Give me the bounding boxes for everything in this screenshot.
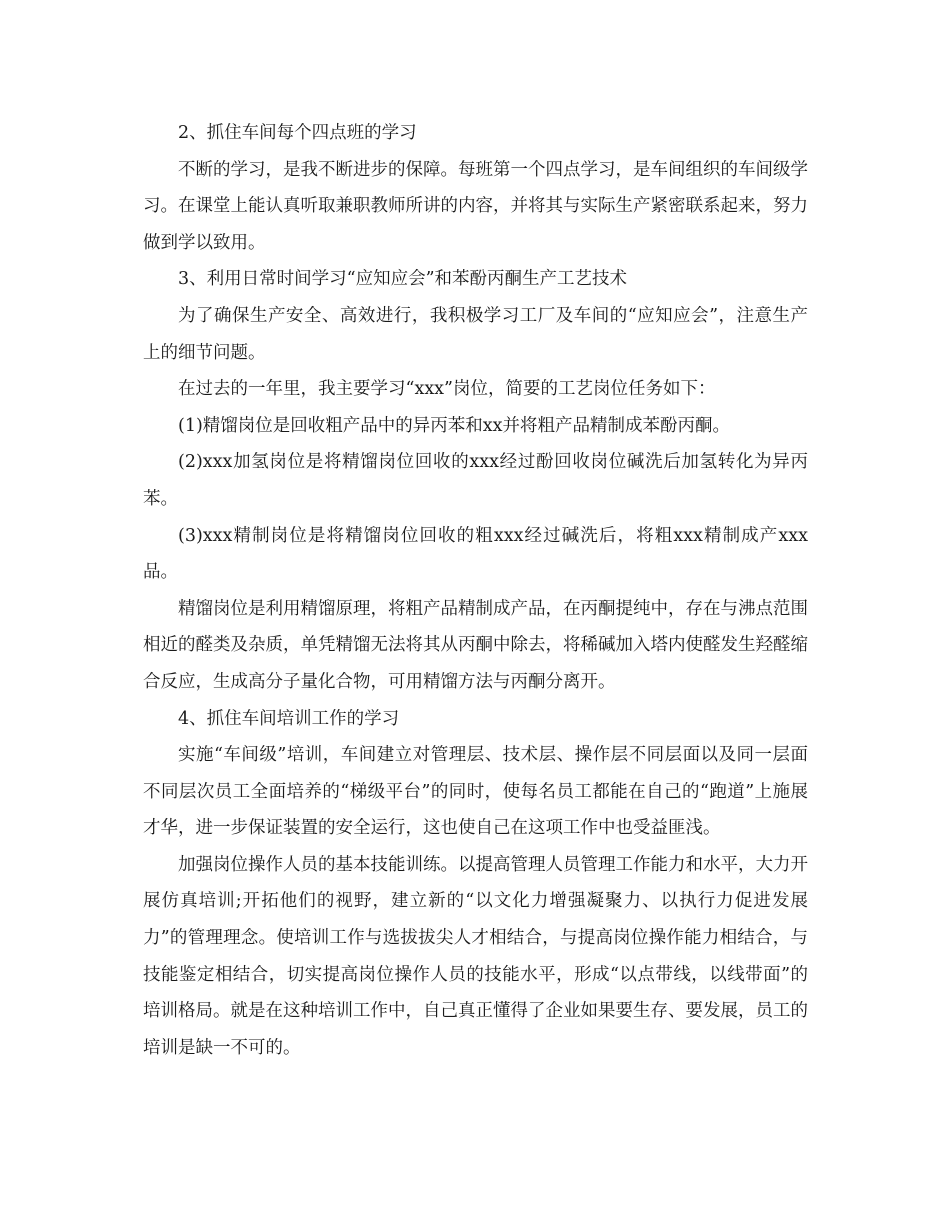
paragraph-distillation: 精馏岗位是利用精馏原理，将粗产品精制成产品，在丙酮提纯中，存在与沸点范围相近的醛类及杂质，单凭精馏无法将其从丙酮中除去，将稀碱加入塔内使醛发生羟醛缩合反应，生成高分子量化合物，可用精馏方法与丙酮分离开。 bbox=[143, 598, 808, 692]
paragraph-skill-training: 加强岗位操作人员的基本技能训练。以提高管理人员管理工作能力和水平，大力开展仿真培训;开拓他们的视野，建立新的“以文化力增强凝聚力、以执行力促进发展力”的管理理念。使培训工作与选拔拔尖人才相结合，与提高岗位操作能力相结合，与技能鉴定相结合，切实提高岗位操作人员的技能水平，形成“以点带线，以线带面”的培训格局。就是在这种培训工作中，自己真正懂得了企业如果要生存、要发展，员工的培训是缺一不可的。 bbox=[143, 854, 808, 1058]
section-heading-2: 2、抓住车间每个四点班的学习 bbox=[178, 123, 417, 143]
paragraph-four-point-study: 不断的学习，是我不断进步的保障。每班第一个四点学习，是车间组织的车间级学习。在课堂上能认真听取兼职教师所讲的内容，并将其与实际生产紧密联系起来，努力做到学以致用。 bbox=[143, 159, 808, 253]
section-heading-4: 4、抓住车间培训工作的学习 bbox=[178, 708, 400, 729]
list-item-2: (2)xxx加氢岗位是将精馏岗位回收的xxx经过酚回收岗位碱洗后加氢转化为异丙苯。 bbox=[143, 452, 808, 509]
paragraph-safety-study: 为了确保生产安全、高效进行，我积极学习工厂及车间的“应知应会”，注意生产上的细节问题。 bbox=[143, 305, 808, 363]
section-heading-3: 3、利用日常时间学习“应知应会”和苯酚丙酮生产工艺技术 bbox=[178, 269, 628, 290]
list-item-1: (1)精馏岗位是回收粗产品中的异丙苯和xx并将粗产品精制成苯酚丙酮。 bbox=[178, 415, 731, 436]
paragraph-post-intro: 在过去的一年里，我主要学习“xxx”岗位，简要的工艺岗位任务如下： bbox=[178, 379, 716, 400]
paragraph-workshop-training: 实施“车间级”培训，车间建立对管理层、技术层、操作层不同层面以及同一层面不同层次员工全面培养的“梯级平台”的同时，使每名员工都能在自己的“跑道”上施展才华，进一步保证装置的安全运行，这也使自己在这项工作中也受益匪浅。 bbox=[143, 745, 808, 839]
document-body bbox=[143, 115, 808, 1066]
list-item-3: (3)xxx精制岗位是将精馏岗位回收的粗xxx经过碱洗后，将粗xxx精制成产xxx品。 bbox=[143, 525, 808, 583]
